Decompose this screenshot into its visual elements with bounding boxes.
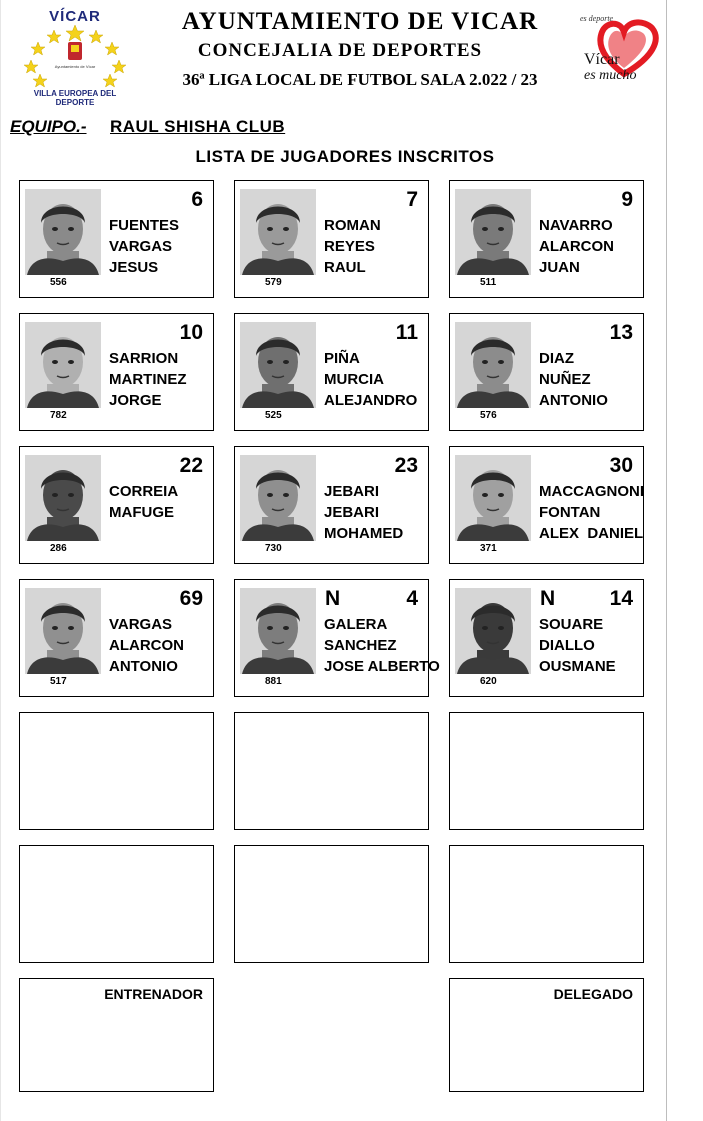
player-name	[109, 481, 178, 544]
player-photo	[240, 189, 316, 275]
player-name-line: MARTINEZ	[109, 371, 187, 388]
player-name-line: ANTONIO	[109, 658, 178, 675]
player-card	[449, 446, 644, 564]
list-title: LISTA DE JUGADORES INSCRITOS	[195, 147, 495, 166]
logo-name: VÍCAR	[49, 8, 101, 25]
player-card	[234, 180, 429, 298]
empty-player-slot	[449, 712, 644, 830]
player-card	[234, 446, 429, 564]
player-photo	[455, 455, 531, 541]
player-name-line: SOUARE	[539, 616, 604, 633]
jersey-number: 11	[395, 321, 418, 344]
player-name-line: MURCIA	[324, 371, 384, 388]
jersey-number: 6	[191, 188, 203, 211]
player-card	[19, 313, 214, 431]
player-license-number: 286	[50, 543, 67, 554]
jersey-number: 13	[609, 321, 633, 344]
player-name-line: MOHAMED	[324, 525, 404, 542]
vicar-deporte-logo	[580, 12, 664, 86]
coach-label: ENTRENADOR	[104, 986, 203, 1002]
empty-player-slot	[19, 845, 214, 963]
player-license-number: 881	[265, 676, 282, 687]
player-name	[324, 348, 417, 411]
player-name-line: ALEJANDRO	[324, 392, 418, 409]
jersey-number: 23	[394, 454, 418, 477]
player-photo	[25, 455, 101, 541]
player-name-line: ALARCON	[539, 238, 614, 255]
logo-top-text: es deporte	[580, 14, 614, 23]
logo-sub-text: es mucho	[584, 68, 637, 83]
player-name-line: DIAZ	[539, 350, 574, 367]
player-license-number: 371	[480, 543, 497, 554]
player-name	[324, 481, 403, 544]
player-name-line: JUAN	[539, 259, 580, 276]
player-name	[109, 614, 184, 677]
jersey-number: 22	[179, 454, 203, 477]
empty-player-slot	[234, 845, 429, 963]
player-photo	[455, 189, 531, 275]
jersey-number: 30	[609, 454, 633, 477]
page-title: AYUNTAMIENTO DE VICAR	[181, 8, 539, 35]
player-photo	[240, 455, 316, 541]
player-name-line: FONTAN	[539, 504, 601, 521]
player-license-number: 576	[480, 410, 497, 421]
player-card	[19, 180, 214, 298]
player-name-line: NUÑEZ	[539, 371, 591, 388]
player-license-number: 730	[265, 543, 282, 554]
jersey-number: 9	[621, 188, 633, 211]
new-player-flag: N	[540, 587, 556, 610]
logo-name-text: Vícar	[584, 51, 620, 68]
delegate-box	[449, 978, 644, 1092]
player-name	[109, 215, 179, 278]
player-name-line: SANCHEZ	[324, 637, 397, 654]
player-name-line: MACCAGNONI	[539, 483, 644, 500]
empty-player-slot	[19, 712, 214, 830]
player-name-line	[109, 523, 178, 544]
page-right-edge	[666, 0, 667, 1121]
player-name-line: GALERA	[324, 616, 388, 633]
player-name-line: REYES	[324, 238, 375, 255]
player-photo	[25, 588, 101, 674]
player-photo	[240, 588, 316, 674]
player-name-line: VARGAS	[109, 616, 173, 633]
player-name-line: MAFUGE	[109, 504, 174, 521]
coach-box	[19, 978, 214, 1092]
player-license-number: 620	[480, 676, 497, 687]
player-name	[109, 348, 187, 411]
player-name-line: ALARCON	[109, 637, 184, 654]
jersey-number: 14	[609, 587, 633, 610]
player-name-line: ROMAN	[324, 217, 381, 234]
player-name	[324, 614, 440, 677]
player-card	[449, 180, 644, 298]
new-player-flag: N	[325, 587, 341, 610]
svg-text:Ayuntamiento de Vícar: Ayuntamiento de Vícar	[54, 64, 96, 69]
player-license-number: 579	[265, 277, 282, 288]
player-name-line: RAUL	[324, 259, 366, 276]
player-license-number: 556	[50, 277, 67, 288]
league-title: 36ª LIGA LOCAL DE FUTBOL SALA 2.022 / 23	[182, 70, 538, 89]
player-name-line: SARRION	[109, 350, 179, 367]
player-license-number: 511	[480, 277, 497, 288]
player-name-line: JORGE	[109, 392, 162, 409]
player-license-number: 782	[50, 410, 67, 421]
player-license-number: 525	[265, 410, 282, 421]
delegate-label: DELEGADO	[553, 986, 633, 1002]
player-license-number: 517	[50, 676, 67, 687]
player-card	[234, 579, 440, 697]
player-name-line: JESUS	[109, 259, 159, 276]
player-card	[234, 313, 429, 431]
jersey-number: 7	[406, 188, 418, 211]
vicar-logo	[16, 8, 134, 107]
player-name-line: ANTONIO	[539, 392, 608, 409]
player-name	[539, 348, 608, 411]
jersey-number: 10	[179, 321, 203, 344]
team-label: EQUIPO.-	[10, 117, 87, 136]
player-card	[449, 579, 644, 697]
empty-player-slot	[449, 845, 644, 963]
player-name	[539, 215, 614, 278]
player-name-line: DIALLO	[539, 637, 595, 654]
player-photo	[25, 322, 101, 408]
player-photo	[455, 322, 531, 408]
player-photo	[240, 322, 316, 408]
player-card	[19, 446, 214, 564]
logo-tagline: VILLA EUROPEA DEL DEPORTE	[33, 89, 117, 107]
page-subtitle: CONCEJALIA DE DEPORTES	[197, 40, 483, 61]
jersey-number: 4	[406, 587, 418, 610]
player-name	[539, 614, 616, 677]
player-name	[539, 481, 644, 544]
player-card	[449, 313, 644, 431]
player-name-line: CORREIA	[109, 483, 179, 500]
player-photo	[25, 189, 101, 275]
player-name-line: JOSE ALBERTO	[324, 658, 440, 675]
player-card	[19, 579, 214, 697]
eu-stars-crest-icon	[16, 22, 134, 90]
player-name-line: OUSMANE	[539, 658, 616, 675]
player-name-line: JEBARI	[324, 483, 380, 500]
player-name-line: NAVARRO	[539, 217, 613, 234]
jersey-number: 69	[179, 587, 203, 610]
player-name	[324, 215, 381, 278]
player-name-line: ALEX DANIEL	[539, 525, 644, 542]
page-left-edge	[0, 0, 1, 1121]
player-photo	[455, 588, 531, 674]
player-name-line: PIÑA	[324, 350, 360, 367]
team-name: RAUL SHISHA CLUB	[110, 117, 286, 136]
player-name-line: JEBARI	[324, 504, 380, 521]
player-name-line: VARGAS	[109, 238, 173, 255]
player-name-line: FUENTES	[109, 217, 180, 234]
empty-player-slot	[234, 712, 429, 830]
